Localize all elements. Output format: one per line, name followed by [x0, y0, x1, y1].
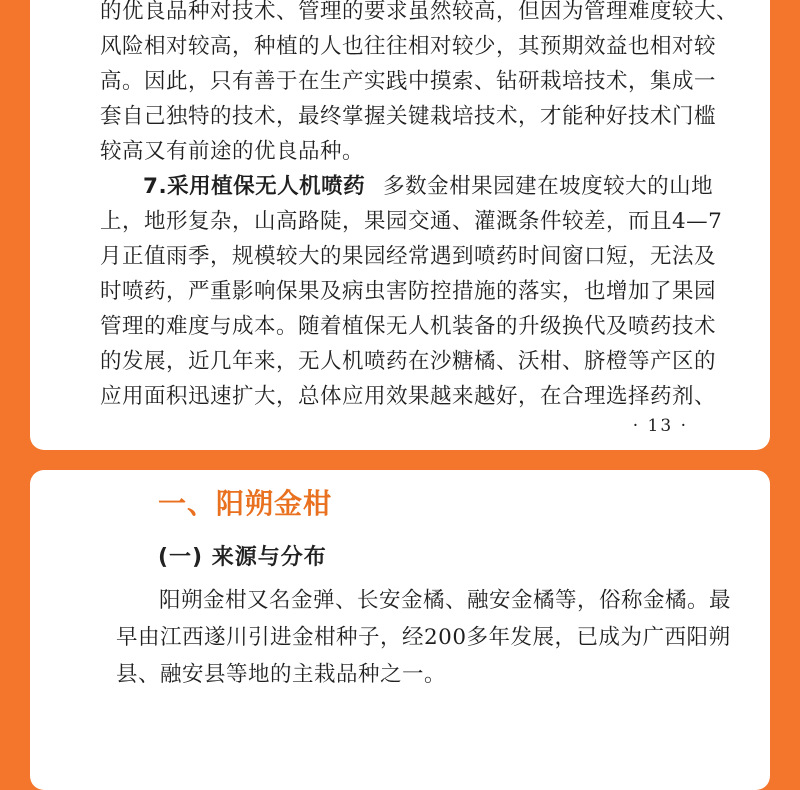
text-line: 风险相对较高，种植的人也往往相对较少，其预期效益也相对较	[100, 34, 717, 59]
text-line: 县、融安县等地的主栽品种之一。	[116, 662, 447, 687]
section-7-first-line	[100, 169, 714, 204]
text-line: 月正值雨季，规模较大的果园经常遇到喷药时间窗口短，无法及	[100, 244, 717, 269]
text-line: 高。因此，只有善于在生产实践中摸索、钻研栽培技术，集成一	[100, 69, 717, 94]
next-page-body	[116, 582, 746, 693]
text-line: 应用面积迅速扩大，总体应用效果越来越好，在合理选择药剂、	[100, 384, 717, 409]
text-line: 多数金柑果园建在坡度较大的山地	[383, 174, 714, 199]
text-line: 早由江西遂川引进金柑种子，经200多年发展，已成为广西阳朔	[116, 625, 731, 650]
section-title: (一) 来源与分布	[158, 545, 327, 570]
text-line: 较高又有前途的优良品种。	[100, 139, 365, 164]
page-13	[30, 0, 770, 450]
chapter-title: 一、阳朔金柑	[158, 487, 333, 520]
text-line: 的发展，近几年来，无人机喷药在沙糖橘、沃柑、脐橙等产区的	[100, 349, 717, 374]
page-13-body	[100, 0, 739, 414]
page-number: · 13 ·	[632, 416, 688, 436]
text-line: 时喷药，严重影响保果及病虫害防控措施的落实，也增加了果园	[100, 279, 717, 304]
text-line: 上，地形复杂，山高路陡，果园交通、灌溉条件较差，而且4—7	[100, 209, 723, 234]
text-line: 套自己独特的技术，最终掌握关键栽培技术，才能种好技术门槛	[100, 104, 717, 129]
text-line: 的优良品种对技术、管理的要求虽然较高，但因为管理难度较大、	[100, 0, 739, 24]
next-page	[30, 470, 770, 790]
text-line: 管理的难度与成本。随着植保无人机装备的升级换代及喷药技术	[100, 314, 717, 339]
section-7-heading: 7.采用植保无人机喷药	[143, 174, 366, 199]
text-line: 阳朔金柑又名金弹、长安金橘、融安金橘等，俗称金橘。最	[159, 588, 732, 613]
